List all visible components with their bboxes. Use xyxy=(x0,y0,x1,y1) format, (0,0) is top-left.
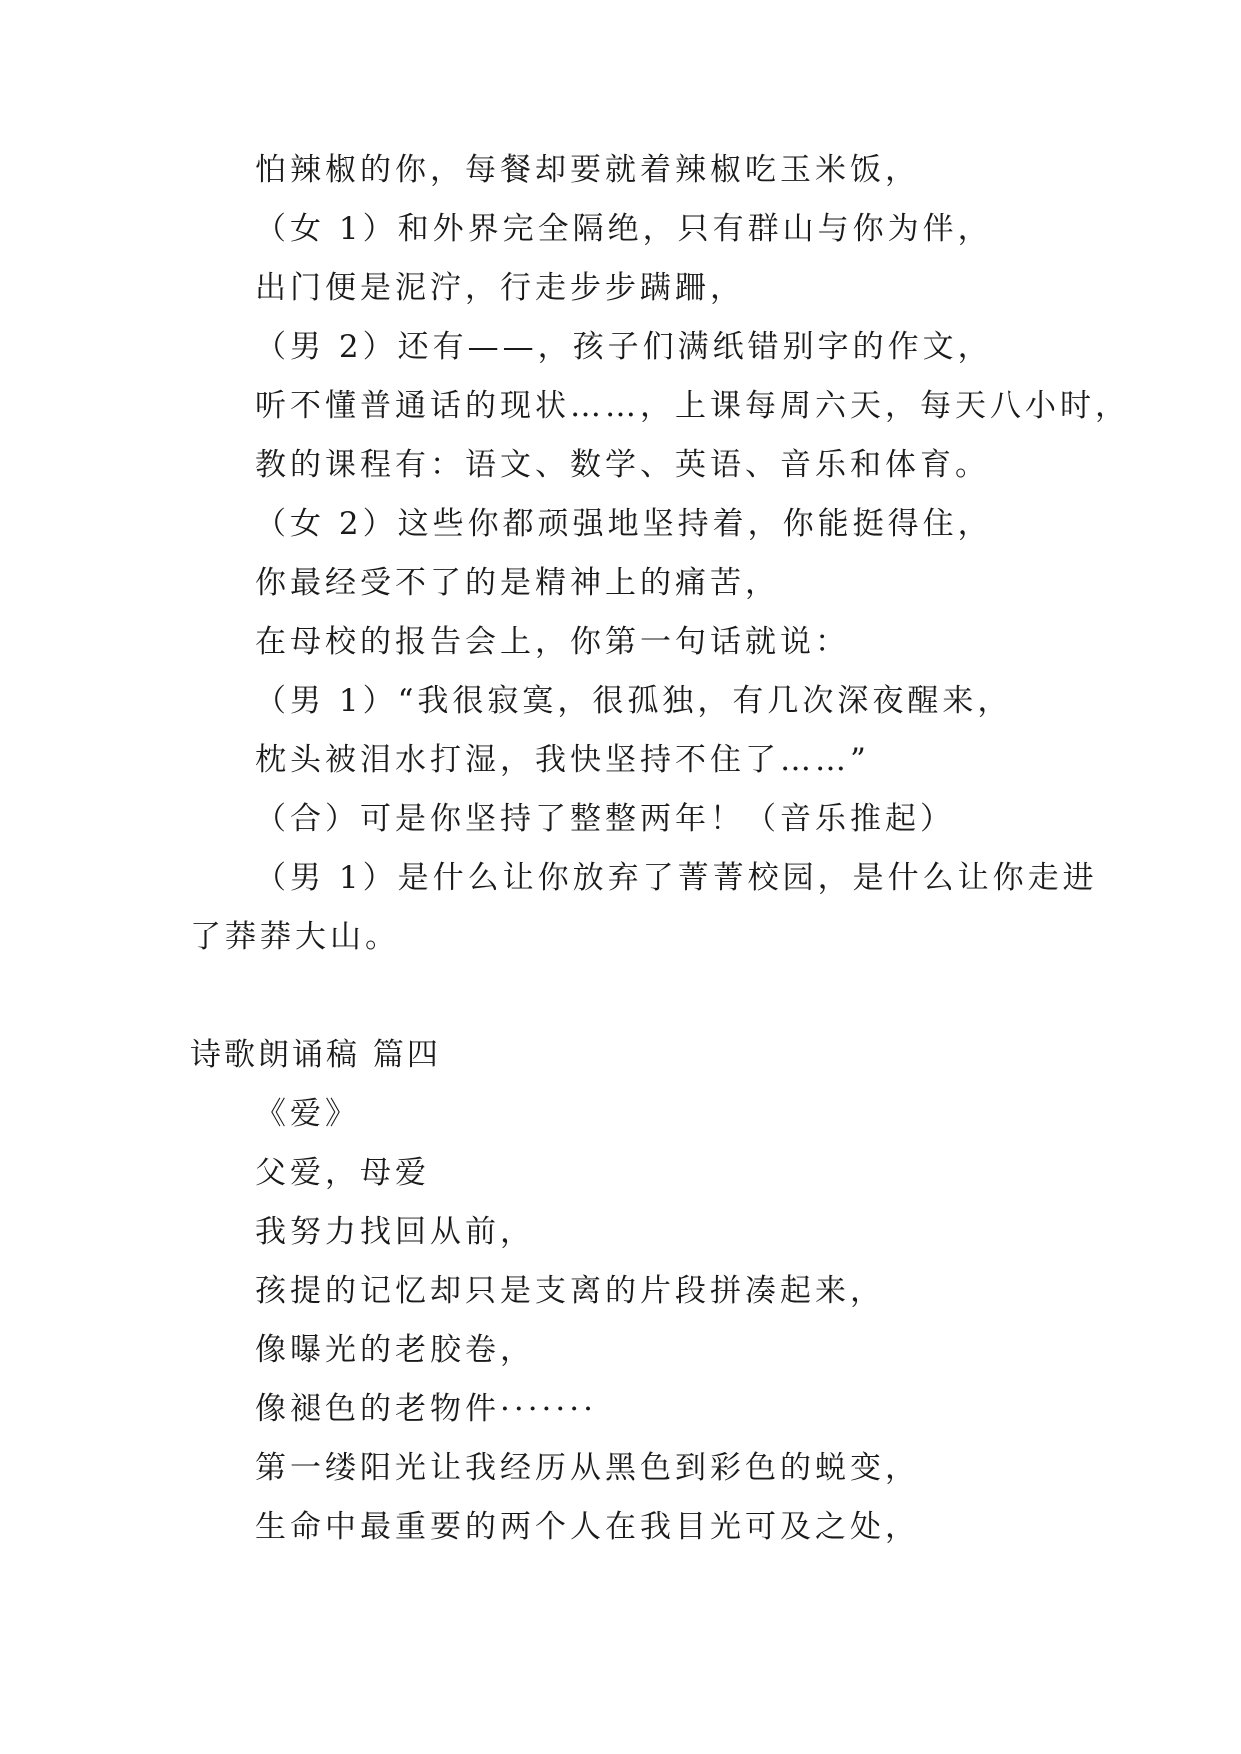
poem-title: 《爱》 xyxy=(255,1096,360,1132)
text-line: 怕辣椒的你，每餐却要就着辣椒吃玉米饭， xyxy=(255,152,920,188)
text-line: 在母校的报告会上，你第一句话就说： xyxy=(255,624,850,660)
text-line: 生命中最重要的两个人在我目光可及之处， xyxy=(255,1509,920,1545)
text-line: （男 1）“我很寂寞，很孤独，有几次深夜醒来， xyxy=(255,683,1013,719)
text-line: 像褪色的老物件······· xyxy=(255,1391,597,1427)
text-line: （女 2）这些你都顽强地坚持着，你能挺得住， xyxy=(255,506,993,542)
text-line: 父爱，母爱 xyxy=(255,1155,430,1191)
text-line: 像曝光的老胶卷， xyxy=(255,1332,535,1368)
text-line: 第一缕阳光让我经历从黑色到彩色的蜕变， xyxy=(255,1450,920,1486)
text-line: 出门便是泥泞，行走步步蹒跚， xyxy=(255,270,745,306)
text-line: （女 1）和外界完全隔绝，只有群山与你为伴， xyxy=(255,211,993,247)
section-heading: 诗歌朗诵稿 篇四 xyxy=(190,1037,441,1073)
text-line: （合）可是你坚持了整整两年！（音乐推起） xyxy=(255,801,955,837)
text-line: 你最经受不了的是精神上的痛苦， xyxy=(255,565,780,601)
text-line: 我努力找回从前， xyxy=(255,1214,535,1250)
text-line: 孩提的记忆却只是支离的片段拼凑起来， xyxy=(255,1273,885,1309)
text-line: （男 2）还有——，孩子们满纸错别字的作文， xyxy=(255,329,993,365)
text-line: 了莽莽大山。 xyxy=(190,919,400,955)
text-line: （男 1）是什么让你放弃了菁菁校园，是什么让你走进 xyxy=(255,860,1098,896)
text-line: 听不懂普通话的现状……，上课每周六天，每天八小时， xyxy=(255,388,1130,424)
text-line: 教的课程有：语文、数学、英语、音乐和体育。 xyxy=(255,447,990,483)
text-line: 枕头被泪水打湿，我快坚持不住了……” xyxy=(255,742,870,778)
